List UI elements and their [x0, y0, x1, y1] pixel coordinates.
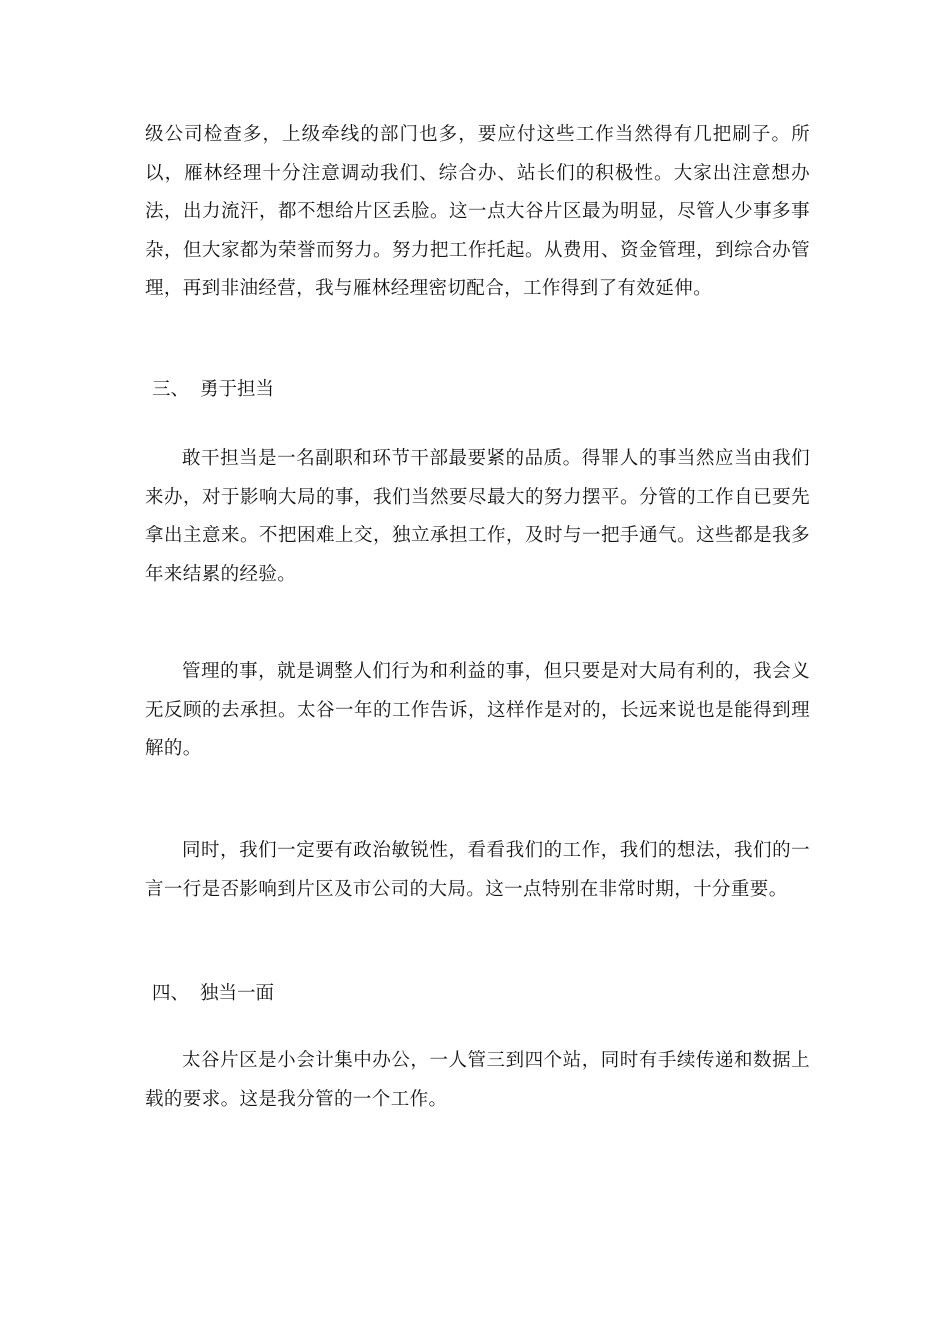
paragraph-3: 管理的事，就是调整人们行为和利益的事，但只要是对大局有利的，我会义无反顾的去承担。太谷一年的工作告诉，这样作是对的，长远来说也是能得到理解的。 [145, 661, 810, 759]
section-heading-3 [152, 371, 274, 409]
paragraph-4: 同时，我们一定要有政治敏锐性，看看我们的工作，我们的想法，我们的一言一行是否影响到片区及市公司的大局。这一点特别在非常时期，十分重要。 [145, 840, 810, 900]
paragraph-1: 级公司检查多，上级牵线的部门也多，要应付这些工作当然得有几把刷子。所以，雁林经理十分注意调动我们、综合办、站长们的积极性。大家出注意想办法，出力流汗，都不想给片区丢脸。这一点大谷片区最为明显，尽管人少事多事杂，但大家都为荣誉而努力。努力把工作托起。从费用、资金管理，到综合办管理，再到非油经营，我与雁林经理密切配合，工作得到了有效延伸。 [145, 124, 810, 299]
paragraph-5: 太谷片区是小会计集中办公，一人管三到四个站，同时有手续传递和数据上载的要求。这是我分管的一个工作。 [145, 1050, 810, 1110]
paragraph-2: 敢干担当是一名副职和环节干部最要紧的品质。得罪人的事当然应当由我们来办，对于影响大局的事，我们当然要尽最大的努力摆平。分管的工作自已要先拿出主意来。不把困难上交，独立承担工作，及时与一把手通气。这些都是我多年来结累的经验。 [145, 448, 810, 585]
section-number: 四、 [152, 983, 190, 1004]
section-title: 勇于担当 [200, 379, 275, 400]
section-title: 独当一面 [200, 983, 275, 1004]
section-number: 三、 [152, 379, 190, 400]
section-heading-4 [152, 975, 274, 1013]
